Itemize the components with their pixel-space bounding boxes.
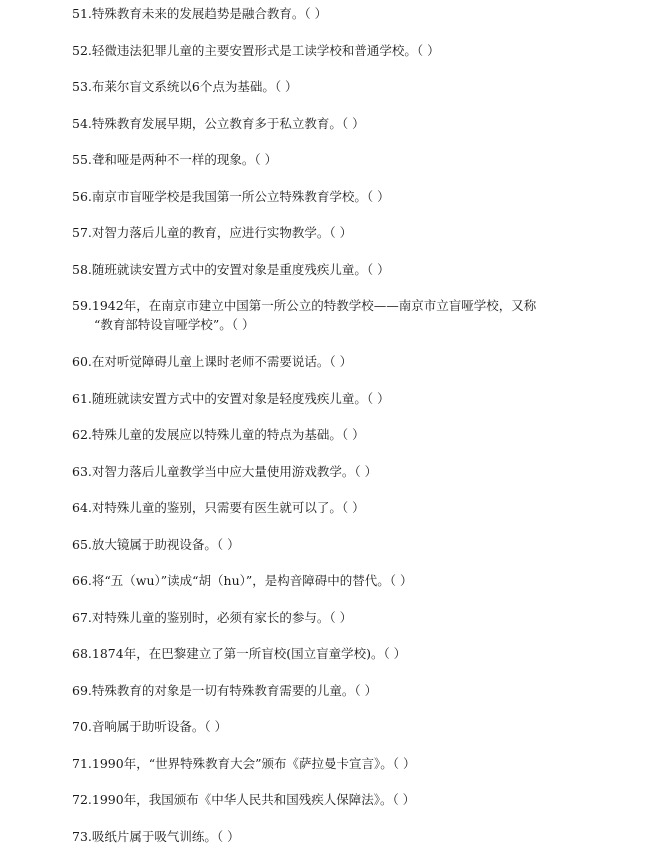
- question-66: [72, 571, 632, 590]
- question-text: 71.1990年，“世界特殊教育大会”颁布《萨拉曼卡宣言》。（ ）: [72, 756, 416, 771]
- question-text: 68.1874年，在巴黎建立了第一所盲校(国立盲童学校)。（ ）: [72, 646, 407, 661]
- question-73: [72, 827, 632, 846]
- question-56: [72, 187, 632, 206]
- question-text: 62.特殊儿童的发展应以特殊儿童的特点为基础。（ ）: [72, 427, 365, 442]
- question-text: 63.对智力落后儿童教学当中应大量使用游戏教学。（ ）: [72, 464, 378, 479]
- question-53: [72, 77, 632, 96]
- question-text: 52.轻微违法犯罪儿童的主要安置形式是工读学校和普通学校。（ ）: [72, 43, 440, 58]
- question-72: [72, 790, 632, 809]
- question-text: 51.特殊教育未来的发展趋势是融合教育。（ ）: [72, 6, 328, 21]
- question-71: [72, 754, 632, 773]
- question-text: 67.对特殊儿童的鉴别时，必须有家长的参与。（ ）: [72, 610, 353, 625]
- question-54: [72, 114, 632, 133]
- question-60: [72, 352, 632, 371]
- question-text: 72.1990年，我国颁布《中华人民共和国残疾人保障法》。（ ）: [72, 792, 416, 807]
- question-57: [72, 223, 632, 242]
- question-68: [72, 644, 632, 663]
- question-55: [72, 150, 632, 169]
- question-67: [72, 608, 632, 627]
- question-58: [72, 260, 632, 279]
- question-text: 66.将“五（wu）”读成“胡（hu）”，是构音障碍中的替代。（ ）: [72, 573, 413, 588]
- question-text: 60.在对听觉障碍儿童上课时老师不需要说话。（ ）: [72, 354, 353, 369]
- question-51: [72, 4, 632, 23]
- question-62: [72, 425, 632, 444]
- question-text: 65.放大镜属于助视设备。（ ）: [72, 537, 240, 552]
- question-70: [72, 717, 632, 736]
- question-text: 70.音响属于助听设备。（ ）: [72, 719, 228, 734]
- question-text: 55.聋和哑是两种不一样的现象。（ ）: [72, 152, 278, 167]
- question-text: 58.随班就读安置方式中的安置对象是重度残疾儿童。（ ）: [72, 262, 390, 277]
- question-64: [72, 498, 632, 517]
- question-text: 73.吸纸片属于吸气训练。（ ）: [72, 829, 240, 844]
- question-69: [72, 681, 632, 700]
- question-text: 53.布莱尔盲文系统以6个点为基础。（ ）: [72, 79, 298, 94]
- question-text: 57.对智力落后儿童的教育，应进行实物教学。（ ）: [72, 225, 353, 240]
- question-text: 56.南京市盲哑学校是我国第一所公立特殊教育学校。（ ）: [72, 189, 390, 204]
- question-text: 61.随班就读安置方式中的安置对象是轻度残疾儿童。（ ）: [72, 391, 390, 406]
- question-63: [72, 462, 632, 481]
- question-59: [72, 296, 632, 334]
- question-text: 54.特殊教育发展早期，公立教育多于私立教育。（ ）: [72, 116, 365, 131]
- question-text-continued: “教育部特设盲哑学校”。（ ）: [94, 317, 255, 332]
- question-text: 64.对特殊儿童的鉴别，只需要有医生就可以了。（ ）: [72, 500, 365, 515]
- question-text: 69.特殊教育的对象是一切有特殊教育需要的儿童。（ ）: [72, 683, 378, 698]
- question-61: [72, 389, 632, 408]
- question-65: [72, 535, 632, 554]
- question-text: 59.1942年，在南京市建立中国第一所公立的特教学校——南京市立盲哑学校，又称: [72, 298, 537, 313]
- question-52: [72, 41, 632, 60]
